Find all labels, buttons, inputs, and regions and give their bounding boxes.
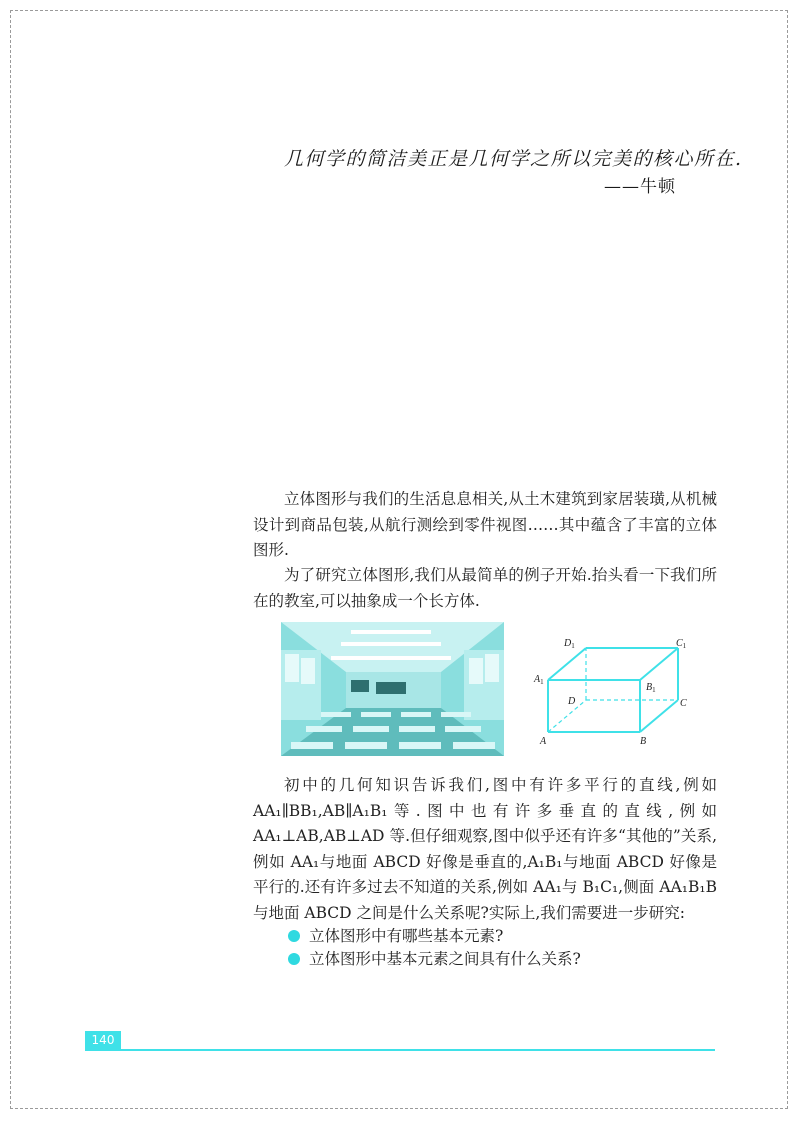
paragraph-intro: 立体图形与我们的生活息息相关,从土木建筑到家居装璜,从机械设计到商品包装,从航行测绘到零件视图……其中蕴含了丰富的立体图形. (253, 490, 717, 559)
paragraph-classroom: 为了研究立体图形,我们从最简单的例子开始.抬头看一下我们所在的教室,可以抽象成一个长方体. (253, 566, 717, 610)
question-text: 立体图形中有哪些基本元素? (309, 927, 504, 945)
vertex-label-A1: $A_1$ (534, 674, 544, 686)
bullet-dot-icon (288, 953, 300, 965)
edge-BC (640, 700, 678, 732)
vertex-label-A: A (540, 736, 547, 747)
vertex-label-D1: $D_1$ (564, 638, 575, 650)
edge-A1D1 (548, 648, 586, 680)
paragraph-analysis: 初中的几何知识告诉我们,图中有许多平行的直线,例如 AA₁∥BB₁,AB∥A₁B₁等.图中也有许多垂直的直线,例如 AA₁⊥AB,AB⊥AD 等.但仔细观察,图中似乎还有许多“其他的”关系,例如 AA₁与地面 ABCD 好像是垂直的,A₁B₁与地面 ABCD 好像是平行的.还有许多过去不知道的关系,例如 AA₁与 B₁C₁,侧面 AA₁B₁B 与地面 ABCD 之间是什么关系呢?实际上,我们需要进一步研究: (253, 776, 717, 922)
epigraph-author: ——牛顿 (604, 177, 676, 197)
question-item (288, 925, 503, 947)
vertex-label-B1: $B_1$ (646, 682, 656, 694)
page-number: 140 (85, 1031, 121, 1050)
epigraph-quote: 几何学的简洁美正是几何学之所以完美的核心所在. (284, 148, 743, 170)
vertex-label-B: B (640, 736, 647, 747)
question-text: 立体图形中基本元素之间具有什么关系? (309, 950, 581, 968)
vertex-label-C1: $C_1$ (676, 638, 687, 650)
cuboid-diagram (530, 628, 720, 748)
vertex-label-C: C (680, 698, 687, 709)
question-item (288, 948, 581, 970)
footer-rule (85, 1049, 715, 1051)
edge-B1C1 (640, 648, 678, 680)
vertex-label-D: D (568, 696, 576, 707)
hidden-edge-AD (548, 700, 586, 732)
bullet-dot-icon (288, 930, 300, 942)
classroom-photo (281, 622, 504, 756)
